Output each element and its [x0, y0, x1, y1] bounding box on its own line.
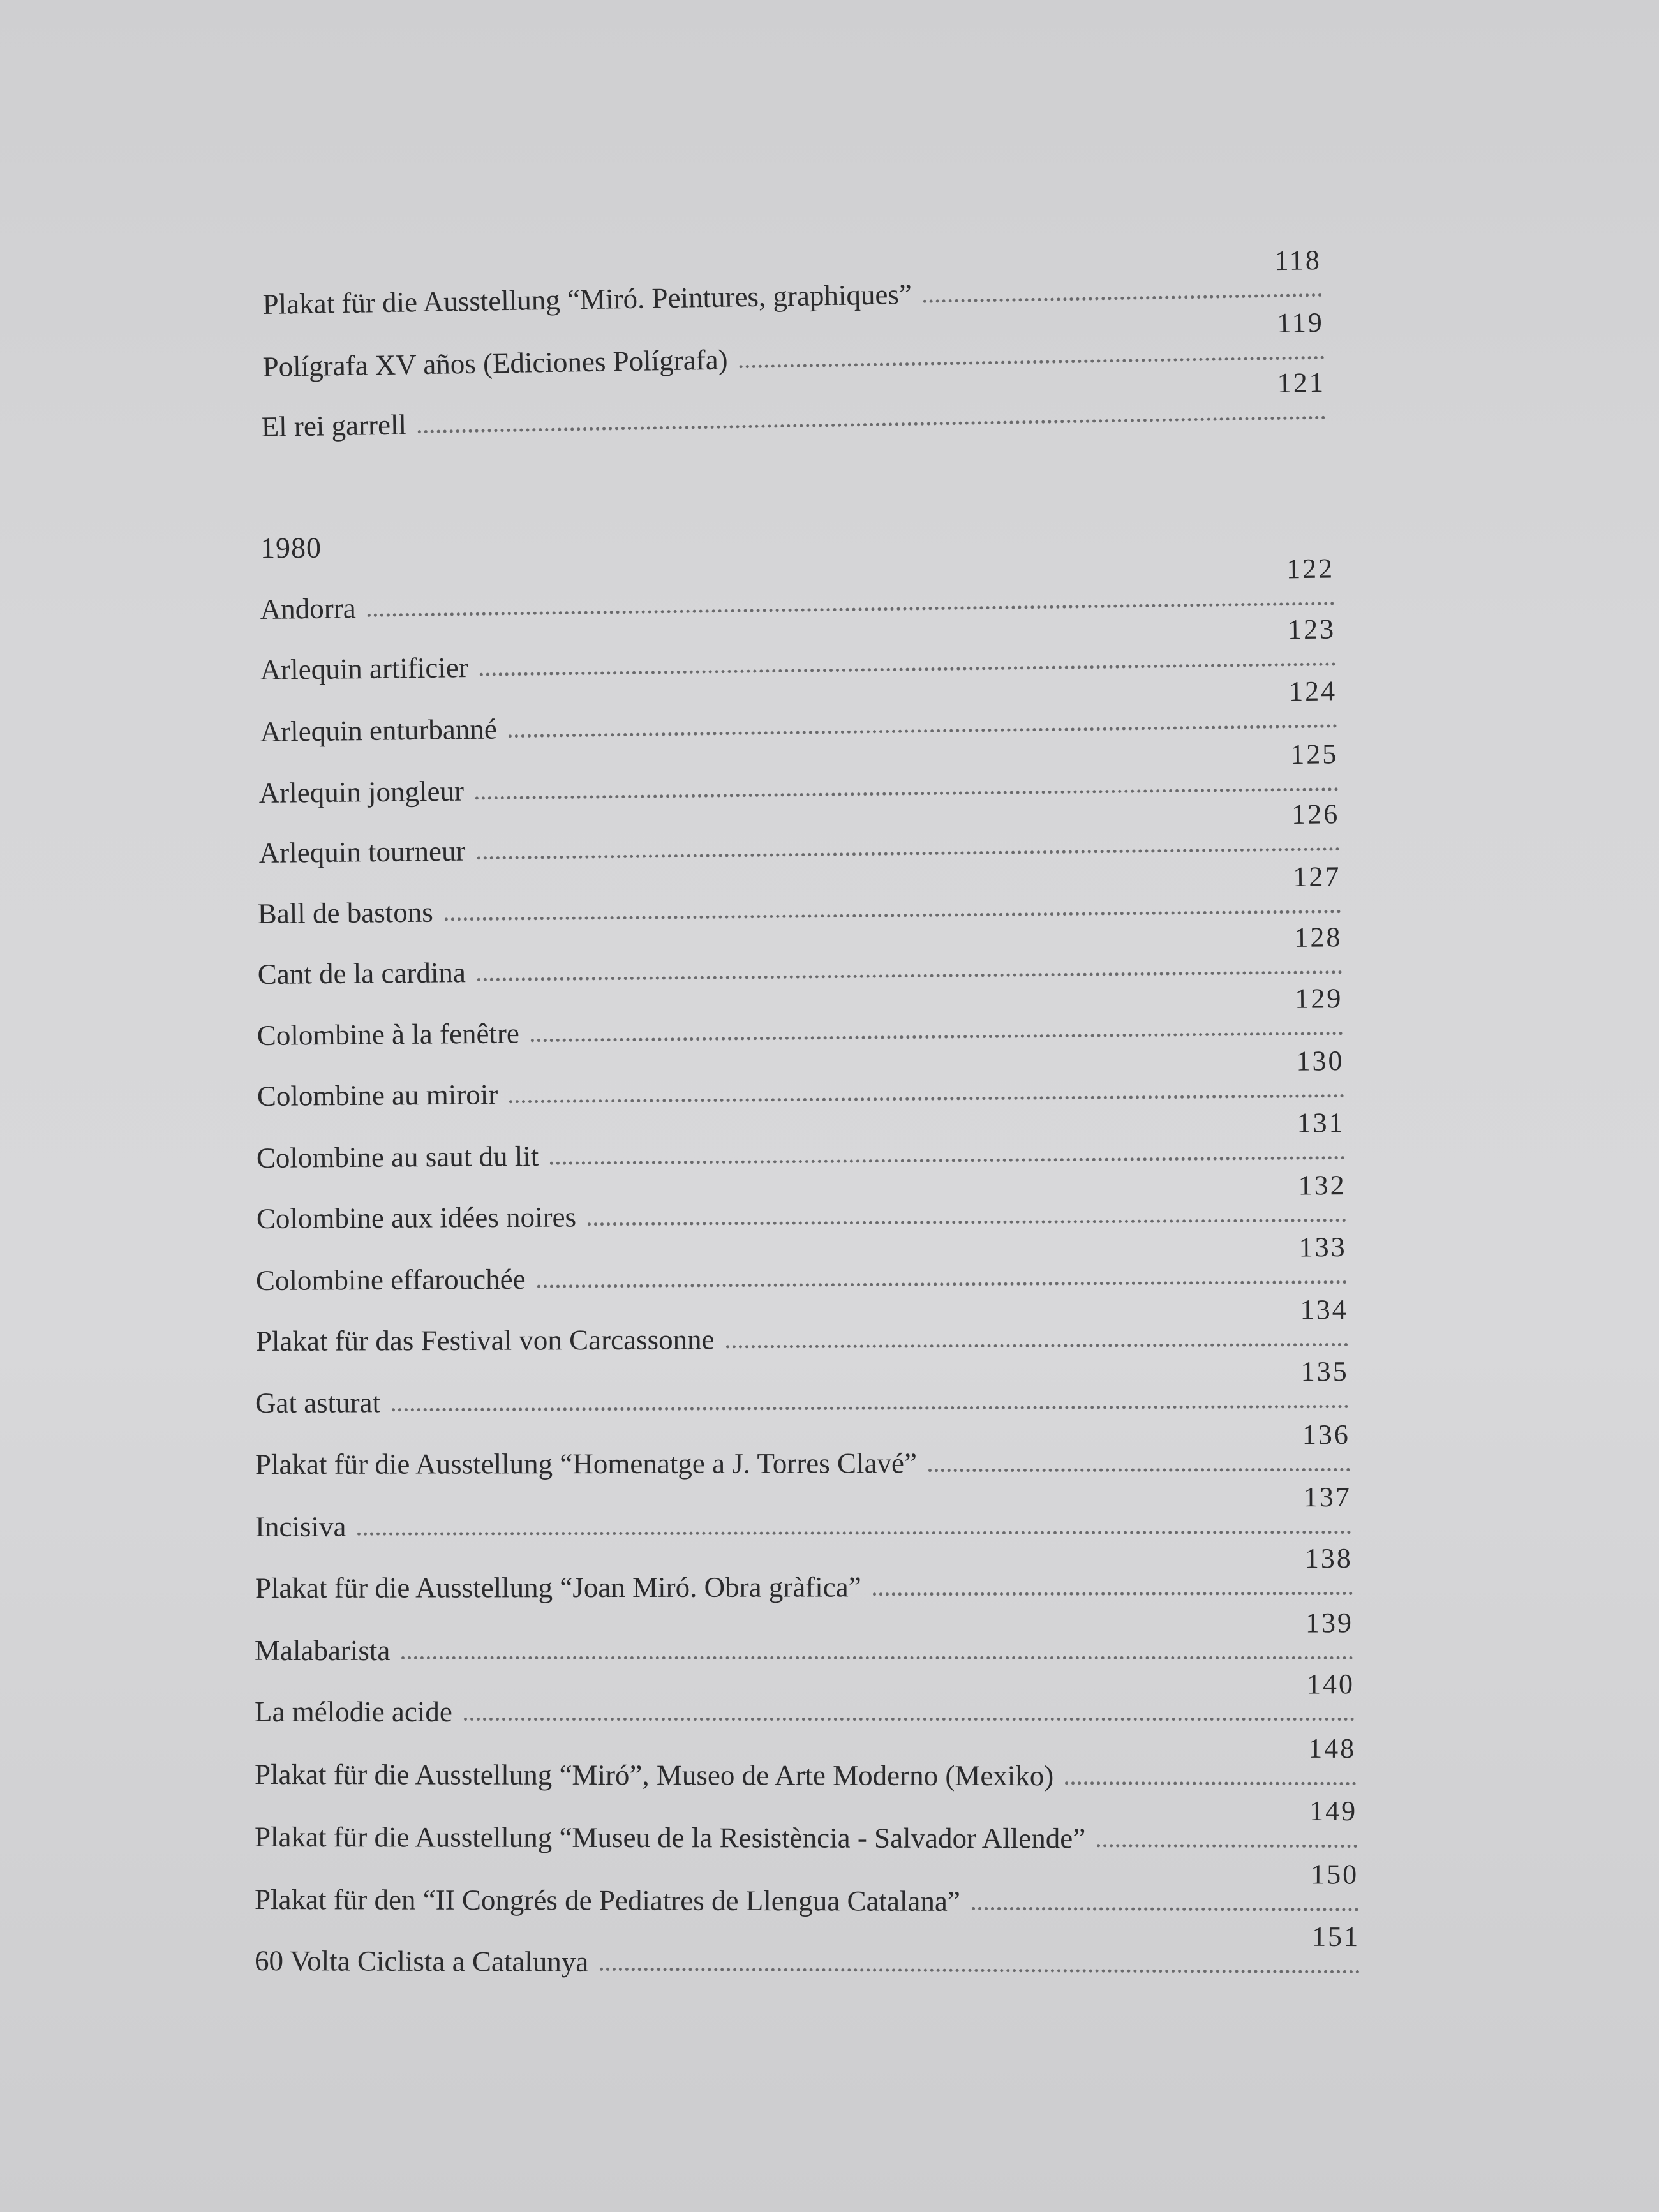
page-number: 121	[1277, 366, 1326, 399]
entry-title: Incisiva	[255, 1510, 346, 1543]
page-number: 136	[1302, 1419, 1350, 1451]
entry-title: Arlequin enturbanné	[260, 713, 498, 748]
dot-leader	[588, 1219, 1346, 1226]
page-number: 127	[1293, 861, 1341, 893]
page-number: 119	[1276, 306, 1325, 339]
dot-leader	[477, 847, 1340, 859]
toc-entry	[255, 1231, 1347, 1296]
dot-leader	[726, 1343, 1348, 1348]
entry-title: Colombine aux idées noires	[256, 1201, 577, 1235]
dot-leader	[401, 1656, 1353, 1659]
entry-title: Plakat für die Ausstellung “Miró. Peintures, graphiques”	[262, 278, 912, 320]
dot-leader	[368, 602, 1335, 617]
dot-leader	[972, 1907, 1358, 1911]
entry-title: Plakat für die Ausstellung “Joan Miró. Obra gràfica”	[255, 1571, 861, 1604]
toc-entry	[257, 921, 1343, 990]
entry-title: Colombine à la fenêtre	[257, 1017, 520, 1051]
page-number: 128	[1294, 921, 1343, 953]
dot-leader	[464, 1718, 1355, 1721]
toc-entry	[256, 1107, 1345, 1174]
dot-leader	[357, 1531, 1351, 1536]
entry-title: Malabarista	[255, 1635, 391, 1666]
dot-leader	[509, 724, 1337, 738]
page-number: 134	[1300, 1294, 1348, 1326]
page-number: 132	[1298, 1169, 1346, 1201]
dot-leader	[480, 662, 1336, 676]
entry-title: 60 Volta Ciclista a Catalunya	[254, 1945, 589, 1978]
dot-leader	[928, 1468, 1350, 1472]
toc-entry	[260, 675, 1337, 748]
page-number: 150	[1311, 1859, 1359, 1890]
page-number: 122	[1286, 553, 1335, 585]
toc-entry	[256, 1169, 1346, 1235]
toc-entry	[254, 1732, 1357, 1792]
page-number: 131	[1297, 1107, 1345, 1139]
dot-leader	[1065, 1781, 1356, 1785]
page-number: 135	[1300, 1356, 1349, 1388]
page-number: 130	[1296, 1045, 1344, 1077]
page-number: 148	[1308, 1732, 1357, 1765]
year-heading: 1980	[260, 531, 322, 565]
dot-leader	[740, 356, 1325, 368]
entry-title: Plakat für die Ausstellung “Miró”, Museo de Arte Moderno (Mexiko)	[254, 1758, 1054, 1792]
toc-entry	[258, 798, 1340, 869]
page-number: 151	[1312, 1920, 1360, 1953]
page-number: 118	[1274, 244, 1322, 277]
page-number: 149	[1309, 1795, 1358, 1827]
page-number: 125	[1290, 738, 1339, 771]
entry-title: Andorra	[260, 592, 356, 625]
dot-leader	[392, 1405, 1349, 1411]
toc-entry	[254, 1859, 1359, 1917]
page-number: 129	[1295, 983, 1343, 1014]
page-number: 124	[1288, 675, 1337, 708]
page-number: 133	[1298, 1231, 1347, 1263]
page-number: 138	[1304, 1542, 1353, 1575]
entry-title: Ball de bastons	[257, 896, 433, 930]
entry-title: Gat asturat	[255, 1386, 381, 1419]
toc-entry	[254, 1920, 1360, 1979]
toc-entry	[255, 1356, 1349, 1419]
toc-entry	[257, 1045, 1344, 1112]
toc-entry	[255, 1419, 1350, 1480]
dot-leader	[1097, 1844, 1357, 1848]
toc-entry	[260, 553, 1335, 625]
page-number: 123	[1287, 613, 1336, 646]
dot-leader	[873, 1592, 1353, 1596]
entry-title: Polígrafa XV años (Ediciones Polígrafa)	[262, 343, 728, 383]
entry-title: Plakat für die Ausstellung “Homenatge a J. Torres Clavé”	[255, 1447, 918, 1480]
page-number: 126	[1291, 798, 1340, 831]
toc-entry	[257, 983, 1343, 1051]
dot-leader	[509, 1094, 1344, 1103]
entry-title: Arlequin artificier	[260, 651, 469, 686]
toc-entry	[262, 244, 1322, 320]
entry-title: Colombine au miroir	[257, 1078, 498, 1112]
dot-leader	[550, 1156, 1345, 1165]
dot-leader	[600, 1968, 1360, 1973]
toc-entry	[255, 1607, 1353, 1666]
toc-entry	[257, 861, 1341, 930]
entry-title: Colombine effarouchée	[255, 1263, 526, 1296]
toc-entry	[255, 1542, 1353, 1604]
entry-title: Arlequin tourneur	[258, 835, 466, 869]
page-number: 140	[1307, 1668, 1355, 1700]
entry-title: Cant de la cardina	[257, 956, 466, 990]
entry-title: Plakat für den “II Congrés de Pediatres de Llengua Catalana”	[254, 1883, 960, 1917]
entry-title: La mélodie acide	[255, 1696, 452, 1728]
entry-title: El rei garrell	[261, 408, 407, 443]
toc-entry	[254, 1795, 1358, 1855]
dot-leader	[477, 970, 1343, 981]
toc-entry	[255, 1481, 1351, 1543]
toc-entry	[255, 1668, 1355, 1728]
toc-entry	[260, 613, 1336, 686]
entry-title: Colombine au saut du lit	[256, 1139, 539, 1174]
dot-leader	[537, 1280, 1347, 1288]
dot-leader	[418, 416, 1326, 433]
dot-leader	[923, 293, 1322, 303]
entry-title: Plakat für das Festival von Carcassonne	[255, 1323, 715, 1357]
toc-entry	[258, 738, 1339, 809]
entry-title: Plakat für die Ausstellung “Museu de la Resistència - Salvador Allende”	[254, 1821, 1086, 1855]
dot-leader	[475, 787, 1339, 799]
dot-leader	[445, 910, 1341, 921]
page-number: 137	[1303, 1481, 1351, 1513]
toc-entry	[261, 366, 1326, 443]
dot-leader	[531, 1032, 1343, 1042]
page-number: 139	[1306, 1607, 1353, 1638]
toc-entry	[255, 1294, 1348, 1357]
entry-title: Arlequin jongleur	[258, 775, 465, 809]
